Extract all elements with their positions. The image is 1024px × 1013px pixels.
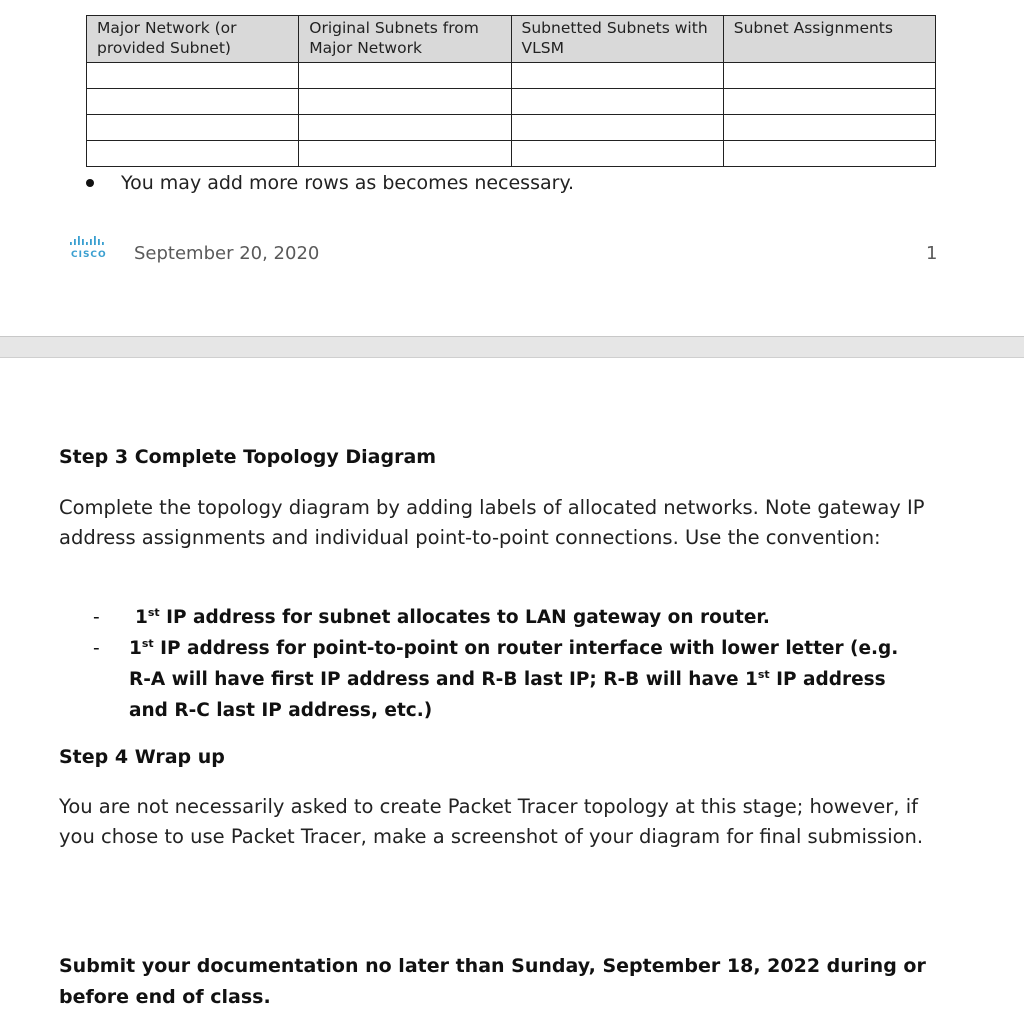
table-cell[interactable] <box>723 89 935 115</box>
cisco-logo <box>68 234 124 264</box>
bullet-note-text: You may add more rows as becomes necessary. <box>121 172 575 194</box>
table-cell[interactable] <box>87 63 299 89</box>
table-cell[interactable] <box>723 63 935 89</box>
bullet-icon <box>86 179 94 187</box>
step4-paragraph: You are not necessarily asked to create Packet Tracer topology at this stage; however, if you chose to use Packet Tracer, make a screenshot of your diagram for final submission. <box>59 795 924 848</box>
dash-icon: - <box>93 638 100 659</box>
table-cell[interactable] <box>87 141 299 167</box>
table-cell[interactable] <box>511 141 723 167</box>
table-cell[interactable] <box>723 141 935 167</box>
header-subnet-assignments: Subnet Assignments <box>723 16 935 63</box>
page-1-bottom <box>0 0 1024 336</box>
dash-icon: - <box>93 607 100 628</box>
header-subnetted-vlsm: Subnetted Subnets with VLSM <box>511 16 723 63</box>
table-cell[interactable] <box>299 63 511 89</box>
page-2 <box>0 358 1024 1013</box>
convention-item-2-text: 1st IP address for point-to-point on router interface with lower letter (e.g. R-A will have first IP address and R-B last IP; R-B will have 1st IP address and R-C last IP address, etc.) <box>129 636 899 721</box>
table-cell[interactable] <box>299 115 511 141</box>
step4-heading: Step 4 Wrap up <box>59 746 225 768</box>
convention-item-1-text: 1st IP address for subnet allocates to LAN gateway on router. <box>135 605 770 628</box>
table-cell[interactable] <box>87 89 299 115</box>
table-row <box>87 89 936 115</box>
table-cell[interactable] <box>511 115 723 141</box>
table-cell[interactable] <box>511 89 723 115</box>
page-separator <box>0 336 1024 358</box>
table-row <box>87 63 936 89</box>
bullet-note <box>86 172 574 194</box>
subnet-table <box>86 15 936 167</box>
table-cell[interactable] <box>87 115 299 141</box>
table-cell[interactable] <box>511 63 723 89</box>
table-header-row <box>87 16 936 63</box>
header-major-network: Major Network (or provided Subnet) <box>87 16 299 63</box>
header-original-subnets: Original Subnets from Major Network <box>299 16 511 63</box>
cisco-logo-text: CISCO <box>71 250 107 260</box>
table-cell[interactable] <box>299 89 511 115</box>
cisco-logo-icon <box>68 234 124 260</box>
table-row <box>87 141 936 167</box>
footer-page-number: 1 <box>926 243 938 264</box>
submission-deadline: Submit your documentation no later than Sunday, September 18, 2022 during or before end of class. <box>59 955 926 1008</box>
table-cell[interactable] <box>723 115 935 141</box>
step3-paragraph: Complete the topology diagram by adding labels of allocated networks. Note gateway IP address assignments and individual point-to-point connections. Use the convention: <box>59 496 925 549</box>
footer-date: September 20, 2020 <box>134 243 320 264</box>
table-row <box>87 115 936 141</box>
table-cell[interactable] <box>299 141 511 167</box>
step3-heading: Step 3 Complete Topology Diagram <box>59 446 437 468</box>
